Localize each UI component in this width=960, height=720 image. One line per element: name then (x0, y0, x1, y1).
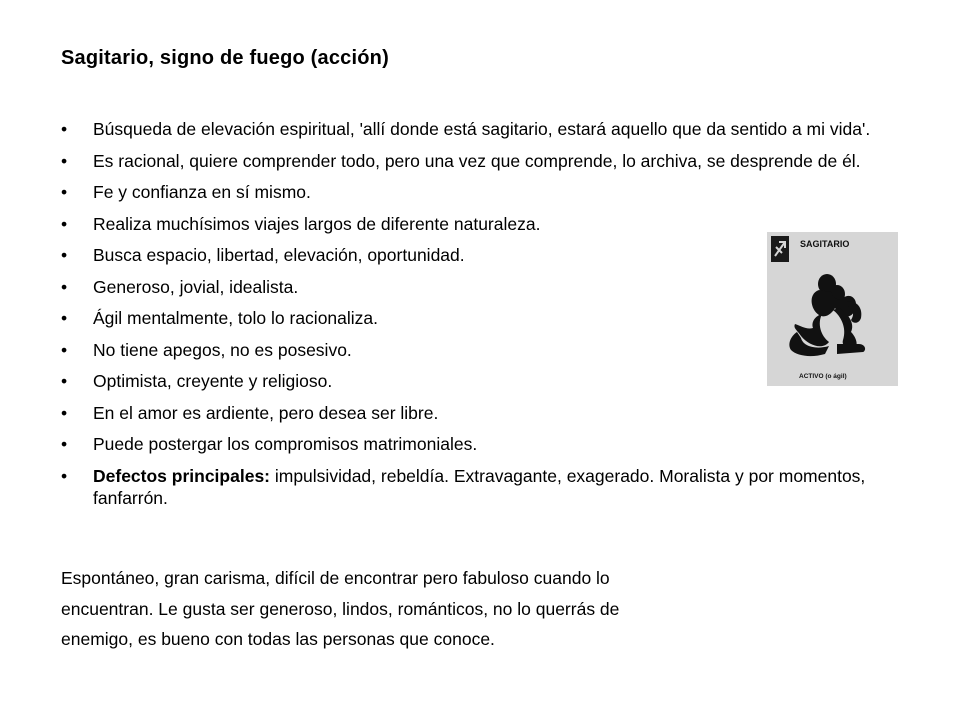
illustration-caption: ACTIVO (o ágil) (799, 373, 847, 380)
closing-paragraph (61, 563, 761, 655)
list-item (61, 150, 911, 172)
bullet-icon: • (61, 308, 68, 328)
list-item-text: Ágil mentalmente, tolo lo racionaliza. (93, 308, 379, 328)
bullet-icon: • (61, 245, 68, 265)
closing-line: encuentran. Le gusta ser generoso, lindos, románticos, no lo querrás de (61, 598, 620, 619)
sagittarius-illustration (767, 232, 898, 386)
bullet-icon: • (61, 434, 68, 454)
bullet-icon: • (61, 150, 68, 171)
list-item-text: Fe y confianza en sí mismo. (93, 182, 311, 202)
illustration-header: SAGITARIO (800, 239, 850, 249)
bullet-icon: • (61, 276, 68, 297)
list-item-text: impulsividad, rebeldía. Extravagante, exagerado. Moralista y por momentos, fanfarrón. (93, 465, 866, 508)
list-item-text: En el amor es ardiente, pero desea ser libre. (93, 402, 439, 423)
list-item-text: Realiza muchísimos viajes largos de diferente naturaleza. (93, 213, 541, 234)
list-item (61, 465, 911, 509)
list-item-text: Optimista, creyente y religioso. (93, 371, 333, 391)
bullet-icon: • (61, 119, 68, 139)
closing-line: enemigo, es bueno con todas las personas que conoce. (61, 629, 495, 649)
bullet-icon: • (61, 402, 68, 423)
list-item-text: Puede postergar los compromisos matrimoniales. (93, 434, 478, 454)
list-item (61, 118, 911, 140)
bullet-icon: • (61, 339, 68, 360)
sagittarius-symbol-icon (771, 236, 789, 262)
list-item (61, 433, 911, 455)
bullet-icon: • (61, 182, 68, 202)
list-item (61, 402, 911, 424)
list-item-text: Busca espacio, libertad, elevación, oportunidad. (93, 245, 465, 265)
bullet-icon: • (61, 371, 68, 391)
page-title: Sagitario, signo de fuego (acción) (61, 47, 389, 69)
list-item-bold-lead: Defectos principales: (93, 465, 270, 486)
bullet-icon: • (61, 465, 68, 486)
list-item-text: Es racional, quiere comprender todo, pero una vez que comprende, lo archiva, se desprende de él. (93, 150, 861, 171)
closing-line: Espontáneo, gran carisma, difícil de encontrar pero fabuloso cuando lo (61, 568, 610, 588)
bullet-icon: • (61, 213, 68, 234)
list-item-text: Generoso, jovial, idealista. (93, 276, 299, 297)
list-item (61, 181, 911, 203)
list-item-text: No tiene apegos, no es posesivo. (93, 339, 352, 360)
list-item-text: Búsqueda de elevación espiritual, 'allí donde está sagitario, estará aquello que da sentido a mi vida'. (93, 119, 871, 139)
